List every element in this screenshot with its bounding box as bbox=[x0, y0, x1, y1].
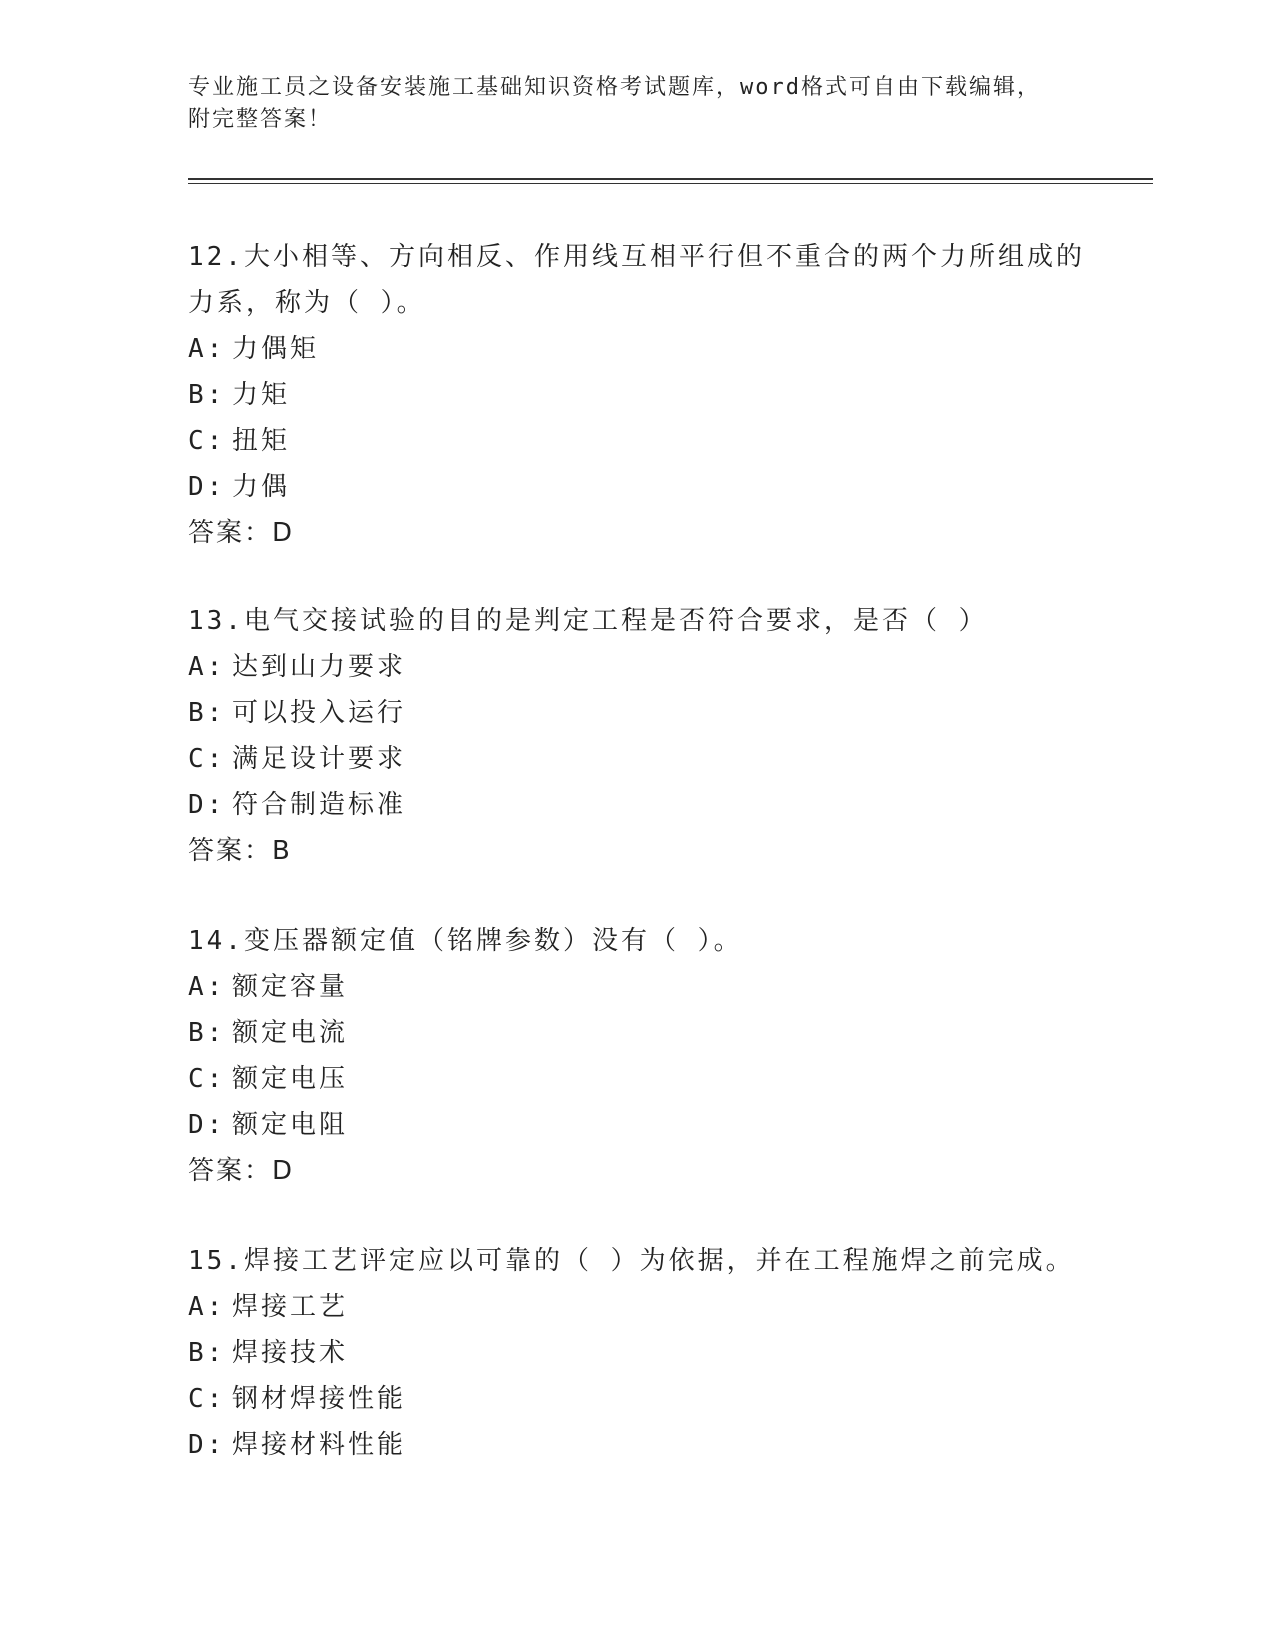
option-letter: B: bbox=[188, 698, 226, 728]
option-c bbox=[188, 736, 1088, 782]
option-text: 焊接材料性能 bbox=[232, 1430, 407, 1460]
question-stem-line: 13.电气交接试验的目的是判定工程是否符合要求，是否（ ） bbox=[188, 606, 988, 636]
option-letter: C: bbox=[188, 744, 226, 774]
option-letter: A: bbox=[188, 334, 226, 364]
option-letter: D: bbox=[188, 1430, 226, 1460]
option-letter: D: bbox=[188, 1110, 226, 1140]
option-a bbox=[188, 326, 1088, 372]
option-b bbox=[188, 1010, 1088, 1056]
option-letter: B: bbox=[188, 380, 226, 410]
option-text: 力偶矩 bbox=[232, 334, 320, 364]
header-title-line-1: 专业施工员之设备安装施工基础知识资格考试题库，word格式可自由下载编辑， bbox=[188, 75, 1041, 100]
document-header bbox=[188, 72, 1088, 136]
option-text: 符合制造标准 bbox=[232, 790, 407, 820]
option-a bbox=[188, 644, 1088, 690]
option-text: 扭矩 bbox=[232, 426, 291, 456]
answer-line: 答案：B bbox=[188, 836, 292, 866]
option-text: 力矩 bbox=[232, 380, 291, 410]
option-letter: C: bbox=[188, 1384, 226, 1414]
question-13 bbox=[188, 598, 1088, 874]
option-c bbox=[188, 418, 1088, 464]
option-text: 焊接技术 bbox=[232, 1338, 349, 1368]
option-letter: A: bbox=[188, 972, 226, 1002]
option-text: 额定电阻 bbox=[232, 1110, 349, 1140]
answer-line: 答案：D bbox=[188, 518, 295, 548]
option-text: 额定电压 bbox=[232, 1064, 349, 1094]
header-divider-thin bbox=[188, 183, 1153, 184]
option-letter: A: bbox=[188, 652, 226, 682]
option-letter: C: bbox=[188, 426, 226, 456]
header-divider-thick bbox=[188, 178, 1153, 180]
option-d bbox=[188, 464, 1088, 510]
question-15 bbox=[188, 1238, 1088, 1468]
option-text: 力偶 bbox=[232, 472, 291, 502]
option-d bbox=[188, 1422, 1088, 1468]
option-text: 额定容量 bbox=[232, 972, 349, 1002]
question-stem-line: 15.焊接工艺评定应以可靠的（ ）为依据，并在工程施焊之前完成。 bbox=[188, 1246, 1075, 1276]
question-12 bbox=[188, 234, 1088, 556]
option-letter: B: bbox=[188, 1338, 226, 1368]
option-c bbox=[188, 1376, 1088, 1422]
option-letter: C: bbox=[188, 1064, 226, 1094]
option-d bbox=[188, 782, 1088, 828]
option-c bbox=[188, 1056, 1088, 1102]
answer-line: 答案：D bbox=[188, 1156, 295, 1186]
option-letter: D: bbox=[188, 790, 226, 820]
option-text: 可以投入运行 bbox=[232, 698, 407, 728]
option-d bbox=[188, 1102, 1088, 1148]
question-14 bbox=[188, 918, 1088, 1194]
option-text: 钢材焊接性能 bbox=[232, 1384, 407, 1414]
header-title-line-2: 附完整答案！ bbox=[188, 107, 333, 132]
option-a bbox=[188, 1284, 1088, 1330]
option-b bbox=[188, 372, 1088, 418]
option-letter: B: bbox=[188, 1018, 226, 1048]
question-stem-line: 14.变压器额定值（铭牌参数）没有（ ）。 bbox=[188, 926, 743, 956]
option-text: 达到山力要求 bbox=[232, 652, 407, 682]
option-letter: D: bbox=[188, 472, 226, 502]
option-text: 额定电流 bbox=[232, 1018, 349, 1048]
option-a bbox=[188, 964, 1088, 1010]
question-stem-line: 12.大小相等、方向相反、作用线互相平行但不重合的两个力所组成的 bbox=[188, 242, 1085, 272]
option-b bbox=[188, 690, 1088, 736]
option-letter: A: bbox=[188, 1292, 226, 1322]
option-b bbox=[188, 1330, 1088, 1376]
option-text: 焊接工艺 bbox=[232, 1292, 349, 1322]
question-stem-line: 力系，称为（ ）。 bbox=[188, 288, 426, 318]
option-text: 满足设计要求 bbox=[232, 744, 407, 774]
